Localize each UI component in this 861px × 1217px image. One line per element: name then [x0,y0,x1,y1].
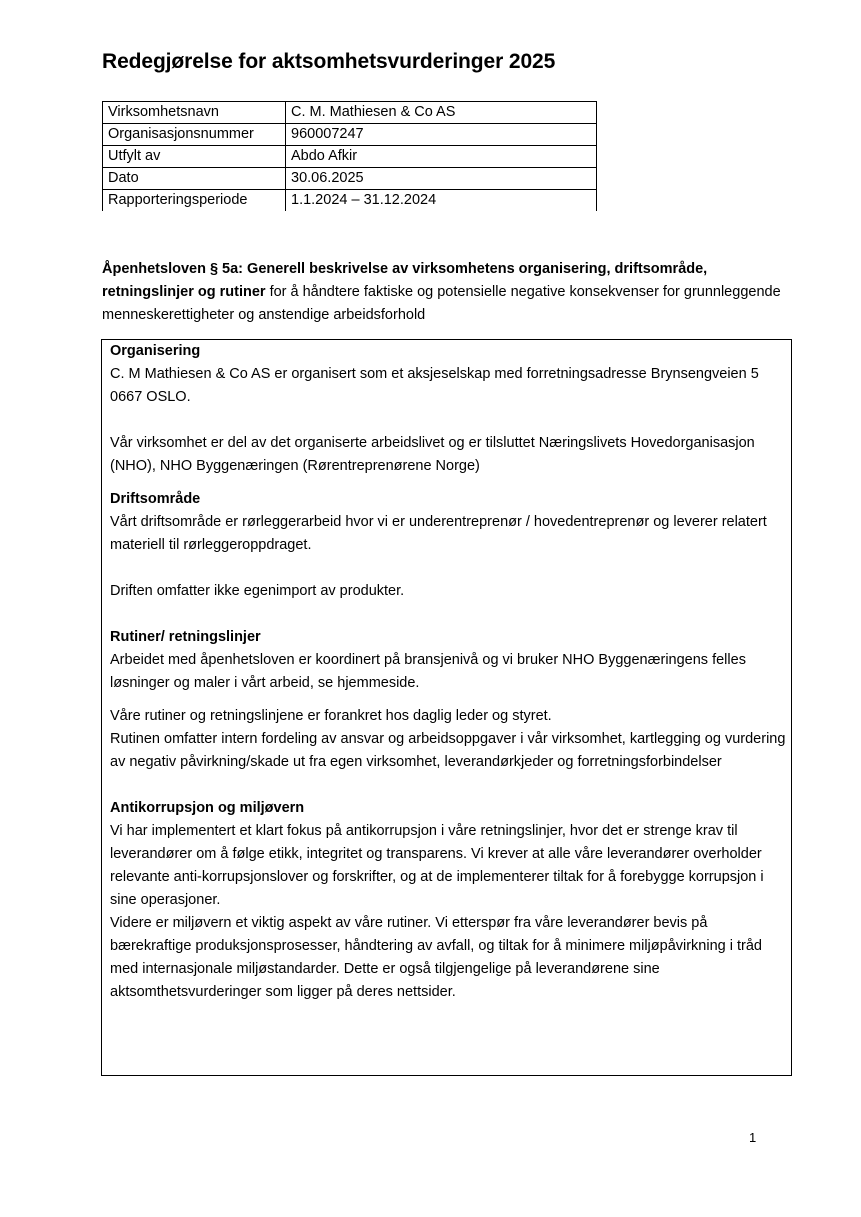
heading-rutiner: Rutiner/ retningslinjer [110,629,261,645]
info-label: Organisasjonsnummer [103,124,286,146]
paragraph: C. M Mathiesen & Co AS er organisert som et aksjeselskap med forretningsadresse Brynsengveien 5 0667 OSLO. [110,366,759,405]
description-box [101,339,792,1076]
info-value: Abdo Afkir [286,146,597,168]
paragraph: Vårt driftsområde er rørleggerarbeid hvor vi er underentreprenør / hovedentreprenør og leverer relatert materiell til rørleggeroppdraget. [110,514,767,553]
table-row [103,124,597,146]
paragraph: Vår virksomhet er del av det organiserte arbeidslivet og er tilsluttet Næringslivets Hovedorganisasjon (NHO), NHO Byggenæringen (Rørentreprenørene Norge) [110,435,755,474]
lead-normal-text: for å håndtere faktiske og potensielle negative konsekvenser for grunnleggende menneskerettigheter og anstendige arbeidsforhold [102,284,781,323]
info-value: 1.1.2024 – 31.12.2024 [286,190,597,212]
paragraph: Vi har implementert et klart fokus på antikorrupsjon i våre retningslinjer, hvor det er strenge krav til leverandører om å følge etikk, integritet og transparens. Vi krever at alle våre leverandører overholder relevante anti-korrupsjonslover og forskrifter, og at de implementerer tiltak for å forebygge korrupsjon i sine operasjoner. [110,823,764,908]
info-label: Rapporteringsperiode [103,190,286,212]
info-label: Utfylt av [103,146,286,168]
paragraph: Videre er miljøvern et viktig aspekt av våre rutiner. Vi etterspør fra våre leverandører bevis på bærekraftige produksjonsprosesser, håndtering av avfall, og tiltak for å minimere miljøpåvirkning i tråd med internasjonale miljøstandarder. Dette er også tilgjengelige på leverandørene sine aktsomthetsvurderinger som ligger på deres nettsider. [110,915,762,1000]
page-number: 1 [749,1130,757,1145]
info-value: 960007247 [286,124,597,146]
table-row [103,146,597,168]
info-label: Dato [103,168,286,190]
info-value: 30.06.2025 [286,168,597,190]
heading-antikorrupsjon: Antikorrupsjon og miljøvern [110,800,305,816]
table-row [103,168,597,190]
heading-organisering: Organisering [110,343,201,359]
table-row [103,102,597,124]
page-title: Redegjørelse for aktsomhetsvurderinger 2025 [102,50,556,73]
section-lead-heading [102,258,782,327]
paragraph: Driften omfatter ikke egenimport av produkter. [110,583,405,599]
paragraph: Arbeidet med åpenhetsloven er koordinert på bransjenivå og vi bruker NHO Byggenæringens felles løsninger og maler i vårt arbeid, se hjemmeside. [110,652,746,691]
paragraph: Rutinen omfatter intern fordeling av ansvar og arbeidsoppgaver i vår virksomhet, kartlegging og vurdering av negativ påvirkning/skade ut fra egen virksomhet, leverandørkjeder og forretningsforbindelser [110,731,786,770]
lead-bold-text: Åpenhetsloven § 5a: Generell beskrivelse av virksomhetens organisering, driftsområde, retningslinjer og rutiner [102,261,708,300]
table-row [103,190,597,212]
heading-driftsomrade: Driftsområde [110,491,201,507]
info-label: Virksomhetsnavn [103,102,286,124]
company-info-table [102,101,597,211]
info-value: C. M. Mathiesen & Co AS [286,102,597,124]
paragraph: Våre rutiner og retningslinjene er forankret hos daglig leder og styret. [110,708,552,724]
